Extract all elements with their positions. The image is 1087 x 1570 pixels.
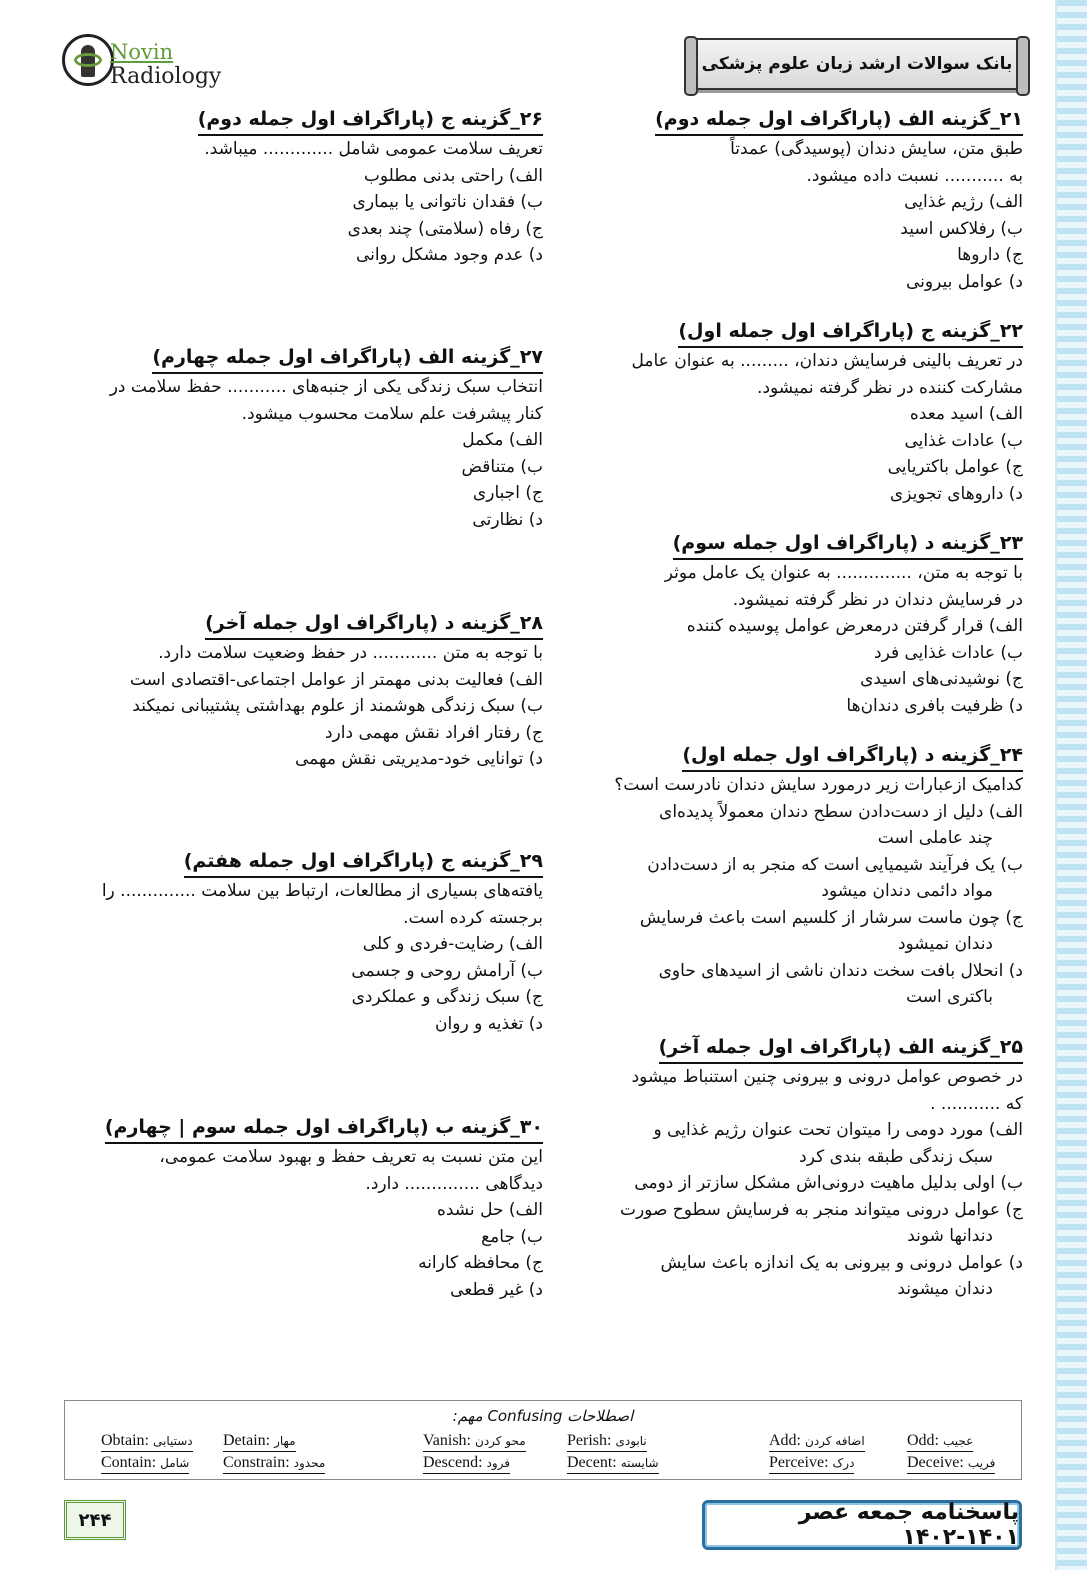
answer-option: ب) یک فرآیند شیمیایی است که منجر به از دست‌دادن <box>647 854 1023 875</box>
answer-option: الف) قرار گرفتن درمعرض عوامل پوسیده کننده <box>686 616 1023 636</box>
footer-title: پاسخنامه جمعه عصر ۱۴۰۱-۱۴۰۲ <box>702 1500 1022 1550</box>
question-stem-line: در تعریف بالینی فرسایش دندان، ......... به عنوان عامل <box>631 351 1023 371</box>
question-23 <box>573 530 1023 719</box>
answer-option: الف) فعالیت بدنی مهمتر از عوامل اجتماعی-اقتصادی است <box>129 669 543 690</box>
term-english: Vanish: <box>423 1432 471 1449</box>
question-stem-line: که ........... . <box>930 1093 1023 1114</box>
question-stem-line: برجسته کرده است. <box>403 907 543 928</box>
answer-option: د) انحلال بافت سخت دندان ناشی از اسیدهای حاوی <box>658 960 1023 981</box>
logo-text-radiology: Radiology <box>110 64 222 89</box>
answer-option: ج) اجباری <box>472 483 543 503</box>
term-perish <box>567 1431 647 1452</box>
term-add <box>769 1431 865 1452</box>
term-english: Perish: <box>567 1432 612 1449</box>
question-stem-line: طبق متن، سایش دندان (پوسیدگی) عمدتاً <box>730 139 1023 159</box>
term-persian: عجیب <box>943 1434 974 1448</box>
answer-option: ج) داروها <box>957 245 1023 265</box>
term-english: Constrain: <box>223 1454 290 1471</box>
question-title: ۲۶_گزینه ج (پاراگراف اول جمله دوم) <box>198 106 543 136</box>
answer-option: د) غیر قطعی <box>450 1279 543 1300</box>
question-25 <box>573 1034 1023 1303</box>
question-title: ۲۷_گزینه الف (پاراگراف اول جمله چهارم) <box>152 344 543 374</box>
answer-option: د) عوامل بیرونی <box>906 271 1023 292</box>
term-persian: درک <box>832 1456 855 1470</box>
logo-icon <box>62 34 114 86</box>
answer-option: ج) محافظه کارانه <box>418 1253 543 1273</box>
term-decent <box>567 1453 659 1474</box>
term-english: Descend: <box>423 1454 483 1471</box>
term-persian: فریب <box>967 1456 996 1470</box>
question-stem-line: با توجه به متن، .............. به عنوان یک عامل موثر <box>664 563 1023 583</box>
question-26 <box>73 106 543 269</box>
question-22 <box>573 318 1023 507</box>
header-banner-title: بانک سوالات ارشد زبان علوم پزشکی <box>701 54 1013 74</box>
question-stem-line: در فرسایش دندان در نظر گرفته نمیشود. <box>732 589 1023 610</box>
term-obtain <box>101 1431 193 1452</box>
term-vanish <box>423 1431 526 1452</box>
term-persian: شامل <box>160 1456 190 1470</box>
answer-option: ب) متناقض <box>461 456 543 477</box>
confusing-terms-box <box>64 1400 1022 1480</box>
answer-option: ب) عادات غذایی <box>904 430 1023 451</box>
question-24 <box>573 742 1023 1011</box>
term-english: Odd: <box>907 1432 939 1449</box>
answer-option: ج) نوشیدنی‌های اسیدی <box>860 669 1023 689</box>
answer-option: الف) رضایت-فردی و کلی <box>362 934 543 954</box>
question-title: ۲۵_گزینه الف (پاراگراف اول جمله آخر) <box>659 1034 1023 1064</box>
question-title: ۳۰_گزینه ب (پاراگراف اول جمله سوم | چهارم) <box>105 1114 543 1144</box>
term-deceive <box>907 1453 995 1474</box>
answer-option: د) داروهای تجویزی <box>889 483 1023 504</box>
answer-option: د) عوامل درونی و بیرونی به یک اندازه باعث سایش <box>660 1252 1023 1273</box>
answer-option: ج) عوامل باکتریایی <box>887 457 1023 477</box>
term-persian: فرود <box>486 1456 511 1470</box>
page-number: ۲۴۴ <box>64 1500 126 1540</box>
answer-option: الف) دلیل از دست‌دادن سطح دندان معمولاً پدیده‌ای <box>659 801 1023 822</box>
term-persian: شایسته <box>620 1456 659 1470</box>
answer-option: ب) اولی بدلیل ماهیت درونی‌اش مشکل سازتر از دومی <box>634 1173 1023 1193</box>
answer-option: سبک زندگی طبقه بندی کرد <box>799 1146 993 1167</box>
answer-option: مواد دائمی دندان میشود <box>821 881 993 901</box>
question-title: ۲۸_گزینه د (پاراگراف اول جمله آخر) <box>205 610 543 640</box>
term-contain <box>101 1453 189 1474</box>
answer-option: ب) سبک زندگی هوشمند از علوم بهداشتی پشتیبانی نمیکند <box>132 696 543 716</box>
answer-option: ج) رفتار افراد نقش مهمی دارد <box>324 722 543 743</box>
answer-option: الف) مورد دومی را میتوان تحت عنوان رژیم غذایی و <box>653 1120 1023 1140</box>
answer-option: الف) مکمل <box>462 430 543 450</box>
answer-option: ب) جامع <box>481 1226 543 1247</box>
question-title: ۲۴_گزینه د (پاراگراف اول جمله اول) <box>682 742 1023 772</box>
term-perceive <box>769 1453 854 1474</box>
term-constrain <box>223 1453 325 1474</box>
answer-option: ب) عادات غذایی فرد <box>874 642 1023 663</box>
question-title: ۲۲_گزینه ج (پاراگراف اول جمله اول) <box>678 318 1023 348</box>
question-stem-line: با توجه به متن ............ در حفظ وضعیت سلامت دارد. <box>158 643 543 663</box>
question-28 <box>73 610 543 773</box>
question-21 <box>573 106 1023 295</box>
side-decorative-stripe <box>1055 0 1087 1570</box>
question-stem-line: این متن نسبت به تعریف حفظ و بهبود سلامت عمومی، <box>159 1147 543 1167</box>
question-stem-line: تعریف سلامت عمومی شامل ............. میباشد. <box>204 139 543 159</box>
question-stem-line: مشارکت کننده در نظر گرفته نمیشود. <box>757 377 1023 398</box>
question-stem-line: یافته‌های بسیاری از مطالعات، ارتباط بین سلامت .............. را <box>101 881 543 901</box>
term-persian: نابودی <box>615 1434 647 1448</box>
question-stem-line: کنار پیشرفت علم سلامت محسوب میشود. <box>241 403 543 424</box>
term-english: Perceive: <box>769 1454 829 1471</box>
term-persian: محو کردن <box>475 1434 526 1448</box>
term-persian: اضافه کردن <box>805 1434 865 1448</box>
question-title: ۲۳_گزینه د (پاراگراف اول جمله سوم) <box>673 530 1023 560</box>
answer-option: ج) چون ماست سرشار از کلسیم است باعث فرسایش <box>639 907 1023 928</box>
answer-option: الف) راحتی بدنی مطلوب <box>363 165 543 186</box>
answer-option: ب) فقدان ناتوانی یا بیماری <box>352 192 543 212</box>
answer-option: د) تغذیه و روان <box>435 1013 543 1034</box>
answer-option: الف) حل نشده <box>436 1200 543 1220</box>
answer-option: الف) اسید معده <box>909 404 1023 424</box>
term-persian: دستیابی <box>153 1434 193 1448</box>
logo-text-novin: Novin <box>110 40 174 64</box>
answer-option: دندانها شوند <box>907 1226 993 1246</box>
term-english: Obtain: <box>101 1432 149 1449</box>
question-27 <box>73 344 543 533</box>
answer-option: د) عدم وجود مشکل روانی <box>355 245 543 265</box>
answer-option: الف) رژیم غذایی <box>904 192 1023 212</box>
term-english: Contain: <box>101 1454 157 1471</box>
question-stem-line: در خصوص عوامل درونی و بیرونی چنین استنباط میشود <box>631 1067 1023 1087</box>
answer-option: د) نظارتی <box>472 509 543 530</box>
question-stem-line: به ........... نسبت داده میشود. <box>806 165 1023 186</box>
question-30 <box>73 1114 543 1303</box>
answer-option: چند عاملی است <box>877 828 993 848</box>
question-stem-line: دیدگاهی .............. دارد. <box>365 1173 543 1194</box>
question-title: ۲۹_گزینه ج (پاراگراف اول جمله هفتم) <box>184 848 543 878</box>
question-title: ۲۱_گزینه الف (پاراگراف اول جمله دوم) <box>655 106 1023 136</box>
question-29 <box>73 848 543 1037</box>
terms-title: اصطلاحات Confusing مهم: <box>452 1407 634 1425</box>
term-english: Add: <box>769 1432 801 1449</box>
term-persian: مهار <box>274 1434 296 1448</box>
answer-option: ب) رفلاکس اسید <box>900 218 1023 239</box>
answer-option: ب) آرامش روحی و جسمی <box>351 960 543 981</box>
term-english: Deceive: <box>907 1454 964 1471</box>
term-english: Detain: <box>223 1432 271 1449</box>
term-persian: محدود <box>293 1456 326 1470</box>
answer-option: د) ظرفیت بافری دندان‌ها <box>846 695 1023 716</box>
question-stem-line: انتخاب سبک زندگی یکی از جنبه‌های ........... حفظ سلامت در <box>109 377 543 397</box>
answer-option: ج) رفاه (سلامتی) چند بعدی <box>347 218 543 239</box>
question-stem-line: کدامیک ازعبارات زیر درمورد سایش دندان نادرست است؟ <box>614 775 1023 795</box>
answer-option: د) توانایی خود-مدیریتی نقش مهمی <box>295 749 543 769</box>
answer-option: باکتری است <box>906 987 993 1007</box>
header-banner <box>690 38 1024 90</box>
answer-option: دندان میشوند <box>897 1279 993 1299</box>
term-english: Decent: <box>567 1454 617 1471</box>
answer-option: دندان نمیشود <box>897 934 993 954</box>
answer-option: ج) عوامل درونی میتواند منجر به فرسایش سطوح صورت <box>619 1199 1023 1220</box>
term-descend <box>423 1453 510 1474</box>
answer-option: ج) سبک زندگی و عملکردی <box>351 987 543 1007</box>
logo <box>62 34 232 96</box>
term-odd <box>907 1431 973 1452</box>
term-detain <box>223 1431 296 1452</box>
